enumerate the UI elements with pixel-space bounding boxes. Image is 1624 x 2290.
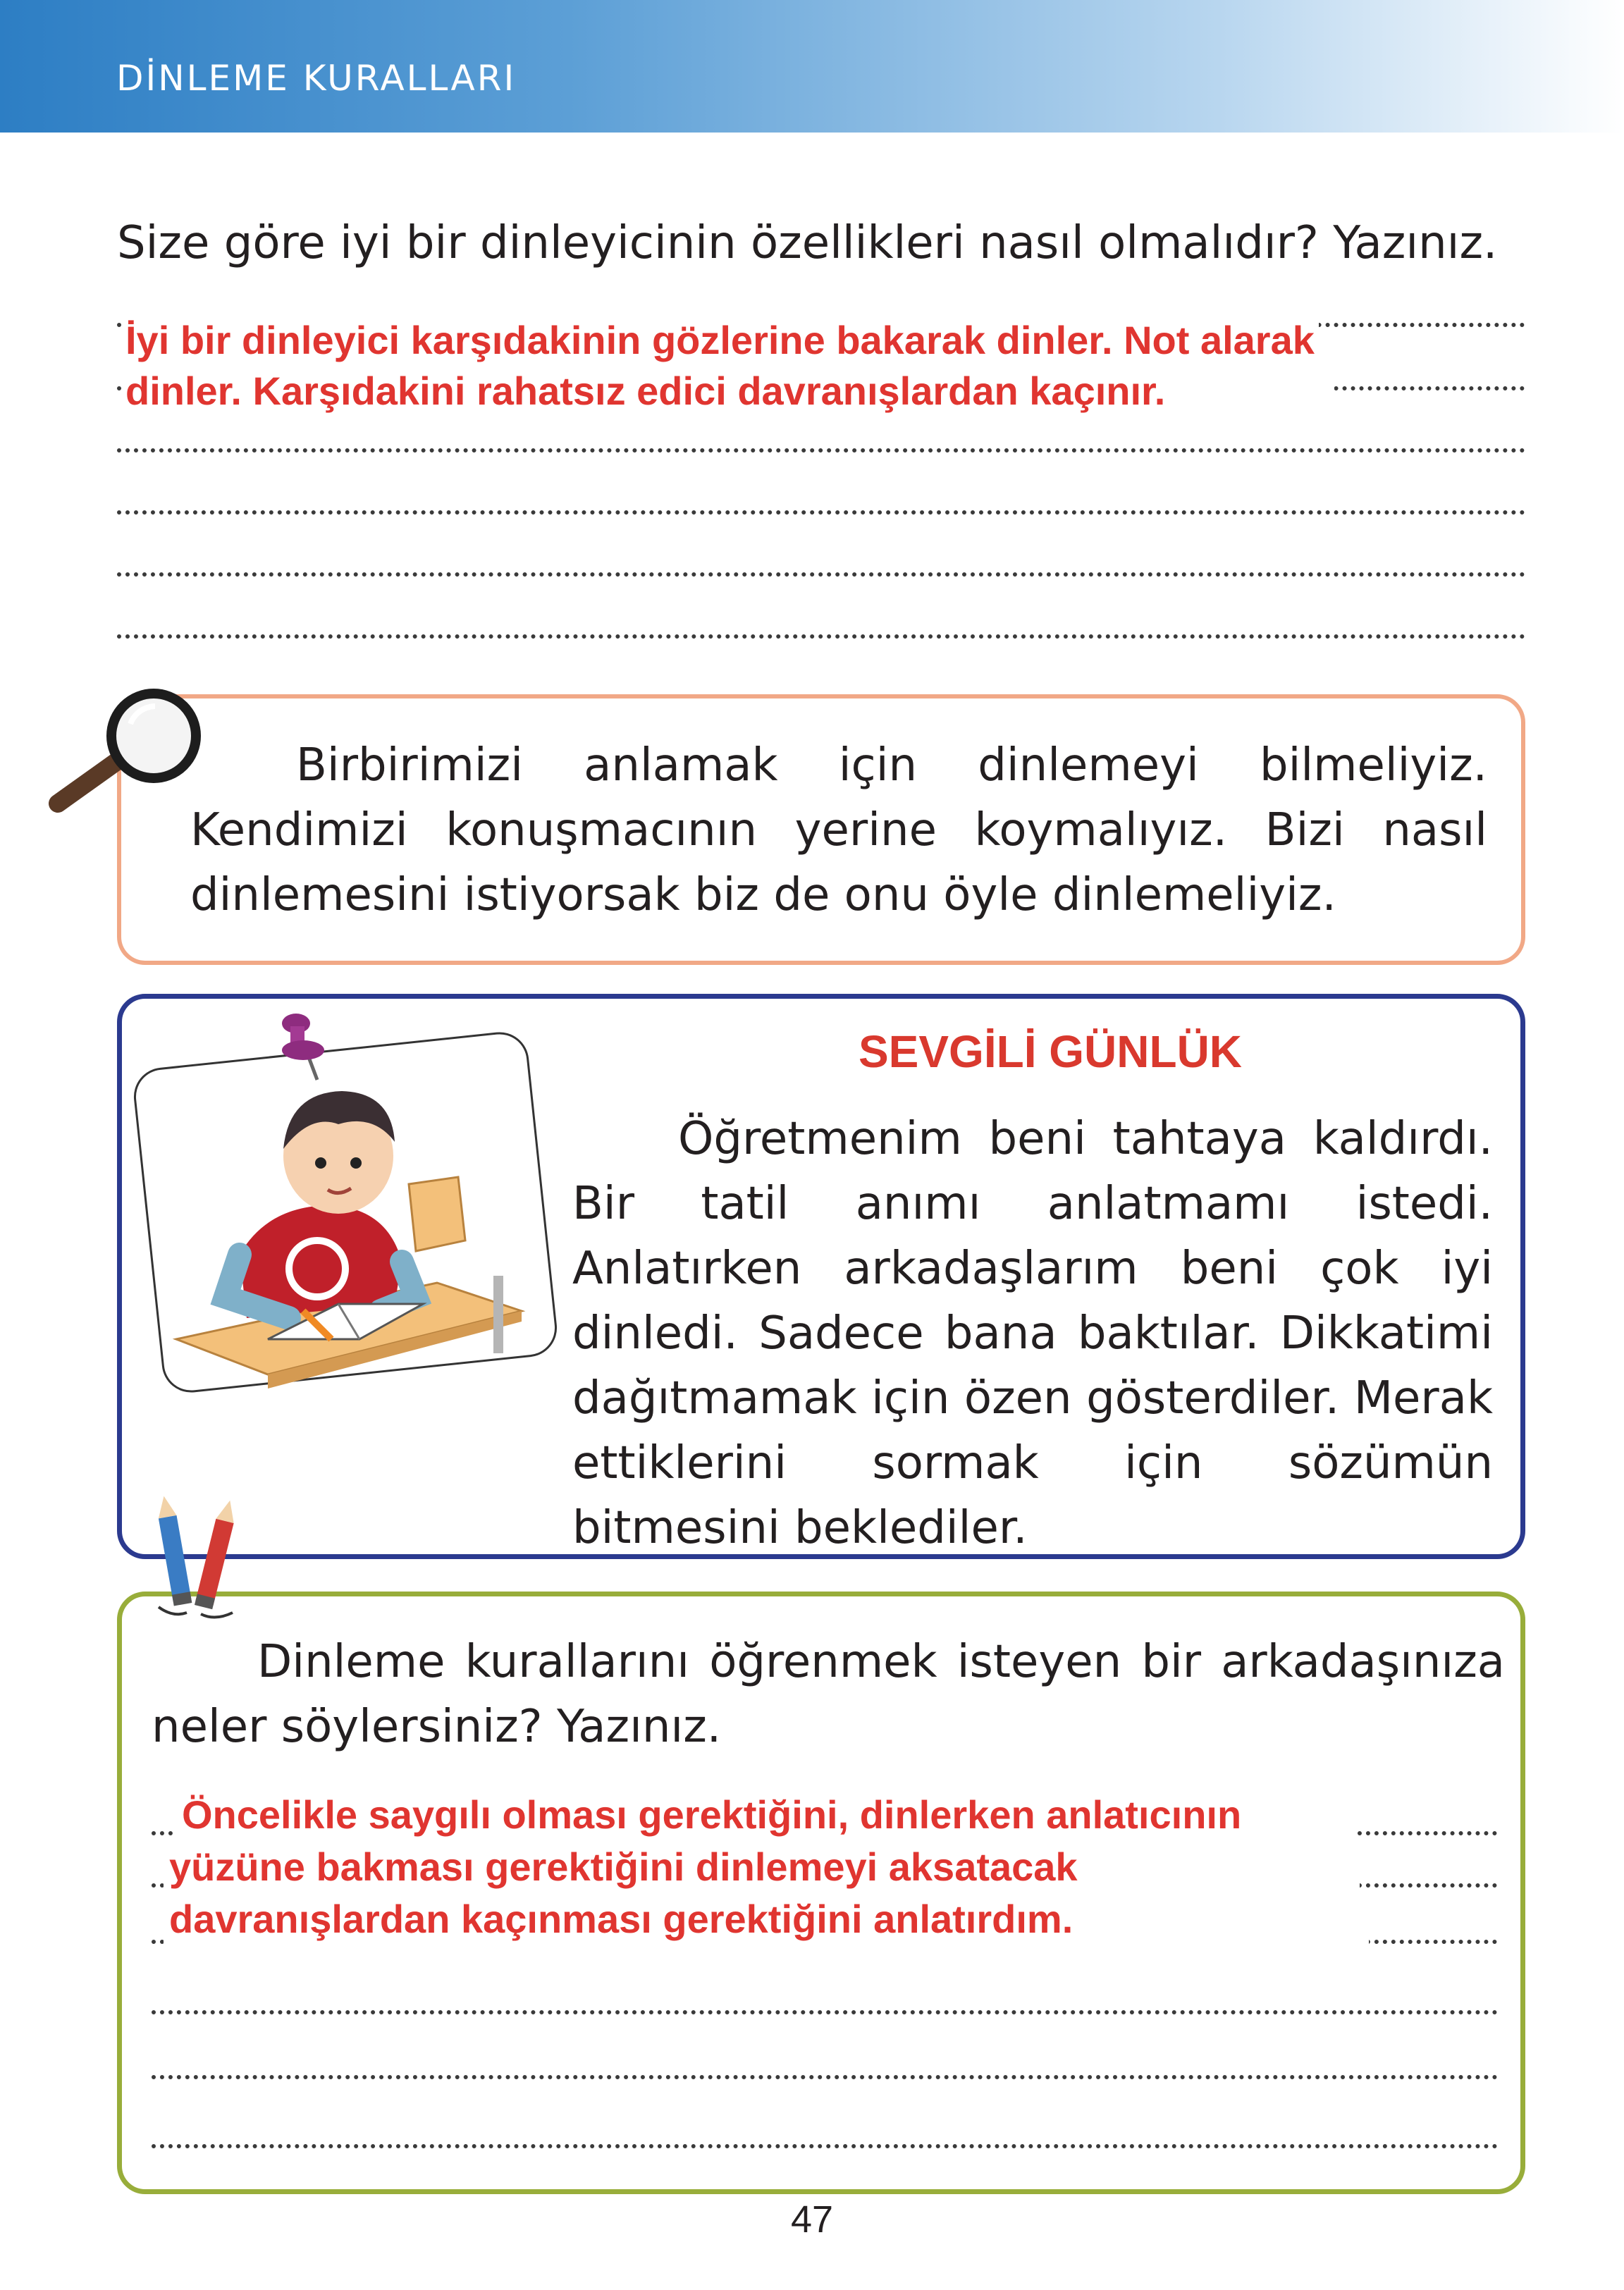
answer-line-3-dots xyxy=(117,448,1525,453)
answer-line-6-dots xyxy=(117,634,1525,639)
pencils-icon xyxy=(144,1494,250,1628)
page-number: 47 xyxy=(790,2198,834,2241)
question-1: Size göre iyi bir dinleyicinin özellikleri nasıl olmalıdır? Yazınız. xyxy=(117,217,1498,269)
answer-1-line-2: dinler. Karşıdakini rahatsız edici davranışlardan kaçınır. xyxy=(125,365,1334,417)
answer-2-line-1: Öncelikle saygılı olması gerektiğini, dinlerken anlatıcının xyxy=(176,1789,1354,1847)
answer-2-line-2: yüzüne bakması gerektiğini dinlemeyi aksatacak xyxy=(164,1841,1360,1899)
answer2-line-4-dots xyxy=(152,2010,1498,2014)
magnifying-glass-icon xyxy=(42,685,204,819)
answer-line-5-dots xyxy=(117,572,1525,577)
push-pin-icon xyxy=(275,1009,331,1087)
info-box-text: Birbirimizi anlamak için dinlemeyi bilmeliyiz. Kendimizi konuşmacının yerine koymalıyız. Bizi nasıl dinlemesini istiyorsak biz de onu öyle dinlemeliyiz. xyxy=(190,739,1487,921)
question-2: Dinleme kurallarını öğrenmek isteyen bir arkadaşınıza neler söylersiniz? Yazınız. xyxy=(152,1636,1505,1753)
answer2-line-5-dots xyxy=(152,2075,1498,2079)
answer-2-line-3: davranışlardan kaçınması gerektiğini anlatırdım. xyxy=(164,1893,1369,1951)
answer2-line-6-dots xyxy=(152,2144,1498,2148)
answer-line-4-dots xyxy=(117,510,1525,515)
diary-text: Öğretmenim beni tahtaya kaldırdı. Bir tatil anımı anlatmamı istedi. Anlatırken arkadaşlarım beni çok iyi dinledi. Sadece bana baktılar. Dikkatimi dağıtmamak için özen gösterdiler. Merak ettiklerini sormak için sözümün bitmesini beklediler. xyxy=(572,1113,1493,1554)
diary-title: SEVGİLİ GÜNLÜK xyxy=(858,1026,1243,1077)
answer-1-line-1: İyi bir dinleyici karşıdakinin gözlerine bakarak dinler. Not alarak xyxy=(125,314,1319,367)
header-band xyxy=(0,0,1624,133)
page-header-title: DİNLEME KURALLARI xyxy=(116,58,517,99)
boy-writing-at-desk-illustration xyxy=(127,1008,578,1403)
